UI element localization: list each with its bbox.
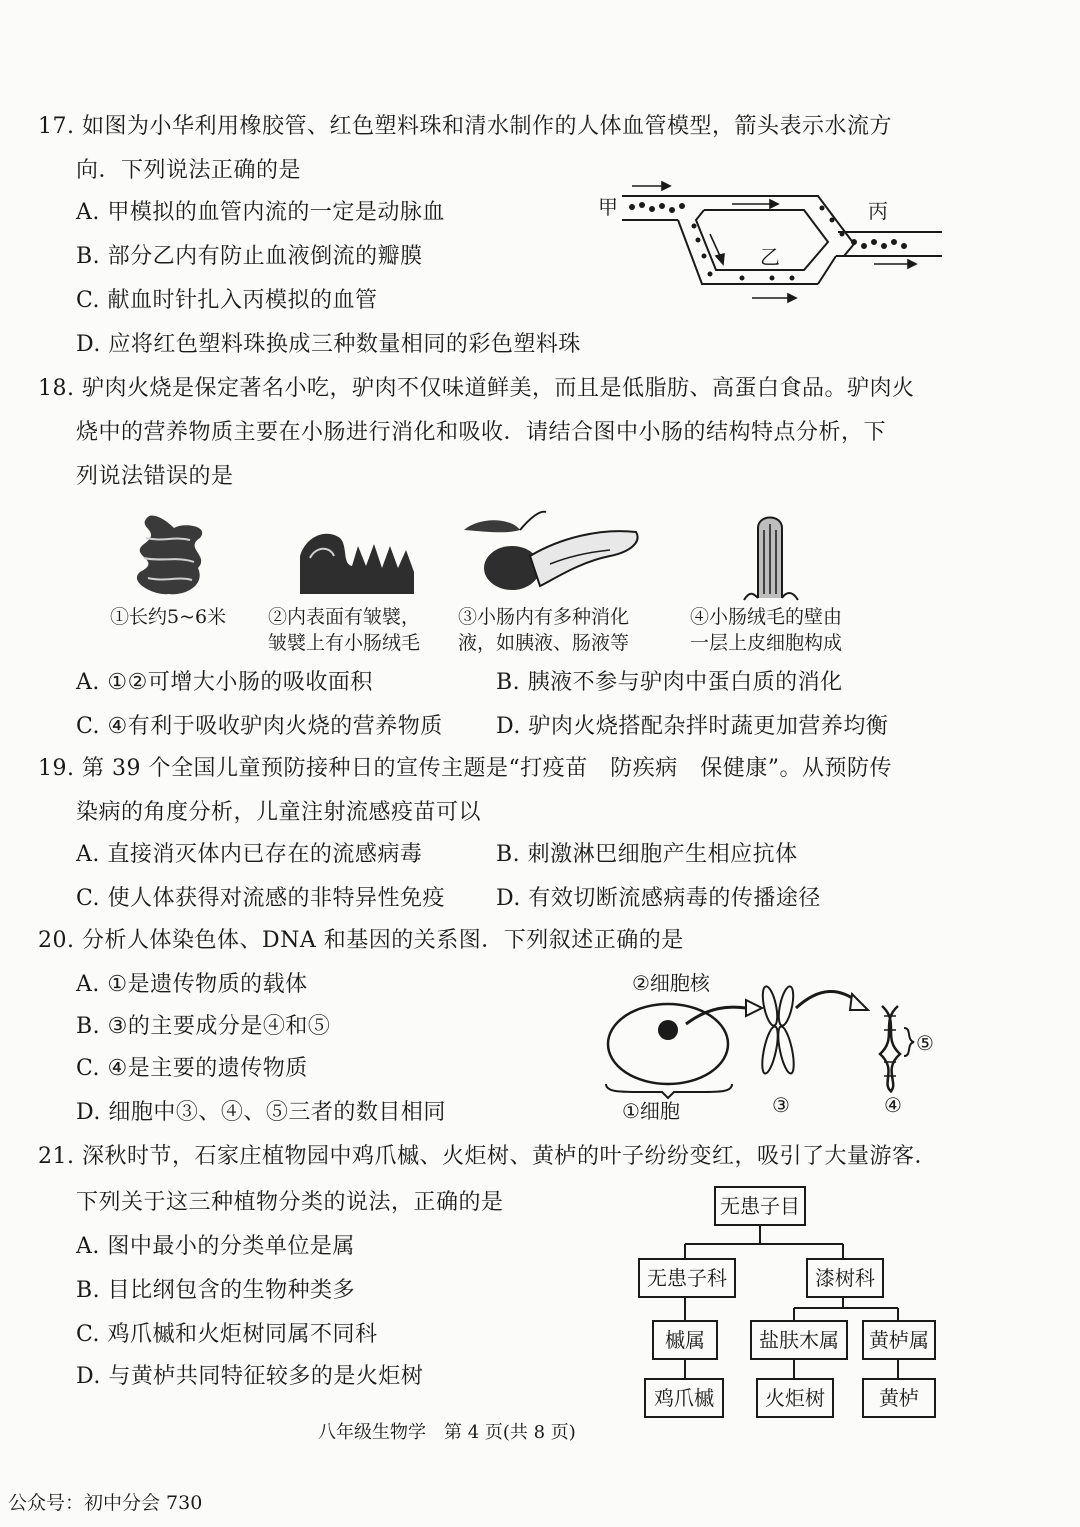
q17-option-d: D. 应将红色塑料珠换成三种数量相同的彩色塑料珠 [76,332,581,357]
label-cell: ①细胞 [622,1099,680,1123]
q18-stem-line3: 列说法错误的是 [76,464,234,489]
q18-caption-3-line2: 液，如胰液、肠液等 [458,632,630,654]
q17-option-b: B. 部分乙内有防止血液倒流的瓣膜 [76,244,423,269]
label-chromosome: ③ [772,1093,790,1117]
q20-option-b: B. ③的主要成分是④和⑤ [76,1014,331,1039]
q19-option-d: D. 有效切断流感病毒的传播途径 [496,886,821,911]
q19-option-c: C. 使人体获得对流感的非特异性免疫 [76,886,446,911]
tree-family-1-box: 无患子科 [638,1258,736,1298]
tree-family-2-box: 漆树科 [806,1258,884,1298]
q21-stem-line1: 21. 深秋时节，石家庄植物园中鸡爪槭、火炬树、黄栌的叶子纷纷变红，吸引了大量游客． [38,1144,937,1169]
q19-stem-line1: 19. 第 39 个全国儿童预防接种日的宣传主题是“打疫苗 防疾病 保健康”。从预防传 [38,756,892,781]
q18-option-a: A. ①②可增大小肠的吸收面积 [76,670,373,695]
q21-option-c: C. 鸡爪槭和火炬树同属不同科 [76,1322,378,1347]
q21-stem-line2: 下列关于这三种植物分类的说法，正确的是 [76,1190,504,1215]
chromosome-dna-gene-figure [600,966,950,1126]
q19-option-b: B. 刺激淋巴细胞产生相应抗体 [496,842,798,867]
label-bing: 丙 [868,199,888,223]
tree-order-box: 无患子目 [714,1186,806,1226]
q17-option-a: A. 甲模拟的血管内流的一定是动脉血 [76,200,445,225]
q20-option-c: C. ④是主要的遗传物质 [76,1056,308,1081]
q21-option-b: B. 目比纲包含的生物种类多 [76,1278,356,1303]
intestine-folds-image [296,516,418,598]
tree-genus-3-box: 黄栌属 [862,1320,936,1360]
q18-caption-2-line2: 皱襞上有小肠绒毛 [268,632,421,654]
q18-caption-4-line2: 一层上皮细胞构成 [690,632,843,654]
label-nucleus: ②细胞核 [632,971,710,995]
q18-option-d: D. 驴肉火烧搭配杂拌时蔬更加营养均衡 [496,714,889,739]
q18-stem-line1: 18. 驴肉火烧是保定著名小吃，驴肉不仅味道鲜美，而且是低脂肪、高蛋白食品。驴肉火 [38,376,915,401]
small-intestine-coil-image [124,508,214,602]
q18-caption-3-line1: ③小肠内有多种消化 [458,606,630,628]
watermark: 公众号：初中分会 730 [8,1492,203,1514]
tree-species-3-box: 黄栌 [862,1378,936,1418]
page-footer: 八年级生物学 第 4 页(共 8 页) [318,1422,576,1443]
tree-genus-2-box: 盐肤木属 [750,1320,848,1360]
label-gene: ⑤ [916,1031,934,1055]
q18-stem-line2: 烧中的营养物质主要在小肠进行消化和吸收．请结合图中小肠的结构特点分析，下 [76,420,887,445]
label-jia: 甲 [598,195,618,219]
villus-image [740,508,800,604]
q18-caption-1: ①长约5~6米 [110,606,227,628]
blood-vessel-model-figure [592,176,952,308]
tree-species-2-box: 火炬树 [756,1378,834,1418]
label-dna: ④ [884,1093,902,1117]
q18-caption-4-line1: ④小肠绒毛的壁由 [690,606,843,628]
tree-species-1-box: 鸡爪槭 [644,1378,724,1418]
q17-stem-line1: 17. 如图为小华利用橡胶管、红色塑料珠和清水制作的人体血管模型，箭头表示水流方 [38,114,892,139]
q17-stem-line2: 向．下列说法正确的是 [76,158,302,183]
q18-option-c: C. ④有利于吸收驴肉火烧的营养物质 [76,714,443,739]
q21-option-a: A. 图中最小的分类单位是属 [76,1234,355,1259]
label-yi: 乙 [760,245,780,269]
q20-option-d: D. 细胞中③、④、⑤三者的数目相同 [76,1100,446,1125]
tree-genus-1-box: 槭属 [652,1320,718,1360]
q18-option-b: B. 胰液不参与驴肉中蛋白质的消化 [496,670,843,695]
q19-stem-line2: 染病的角度分析，儿童注射流感疫苗可以 [76,800,482,825]
q20-option-a: A. ①是遗传物质的载体 [76,972,308,997]
q18-caption-2-line1: ②内表面有皱襞， [268,606,421,628]
q20-stem: 20. 分析人体染色体、DNA 和基因的关系图．下列叙述正确的是 [38,928,684,953]
q17-option-c: C. 献血时针扎入丙模拟的血管 [76,288,378,313]
q19-option-a: A. 直接消灭体内已存在的流感病毒 [76,842,423,867]
q21-option-d: D. 与黄栌共同特征较多的是火炬树 [76,1364,424,1389]
digestive-glands-image [460,508,646,604]
